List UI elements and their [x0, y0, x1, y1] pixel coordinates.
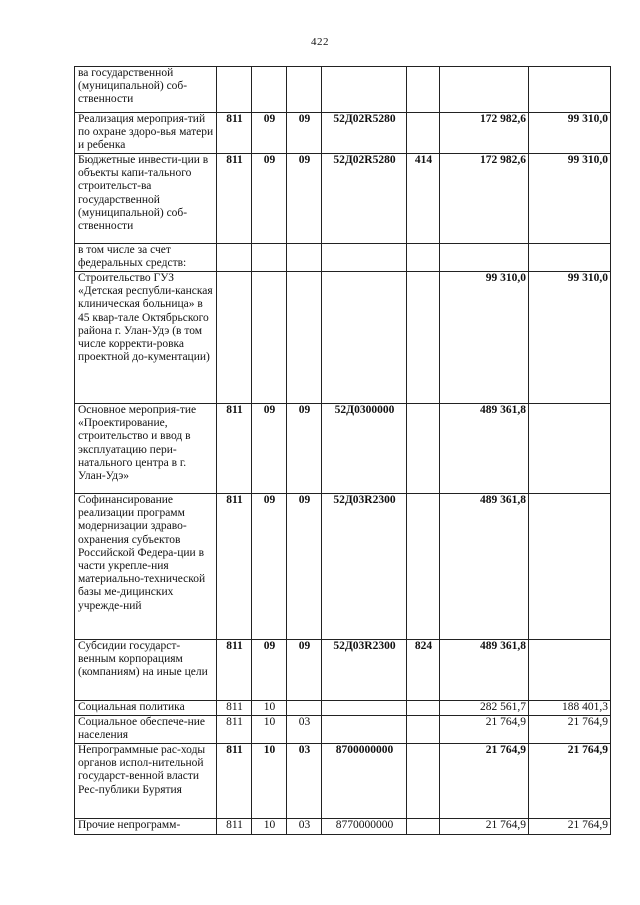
razdel-cell: 10 — [252, 819, 287, 835]
row-name-cell: в том числе за счет федеральных средств: — [75, 244, 217, 272]
amount-year1-cell: 282 561,7 — [440, 701, 529, 716]
amount-year2-cell: 99 310,0 — [529, 113, 611, 154]
ved-cell: 811 — [217, 404, 252, 494]
table-row — [75, 640, 611, 701]
ved-cell: 811 — [217, 494, 252, 640]
razdel-cell: 09 — [252, 404, 287, 494]
amount-year1-cell: 21 764,9 — [440, 819, 529, 835]
target-article-cell — [322, 716, 407, 744]
amount-year2-cell: 21 764,9 — [529, 744, 611, 819]
ved-cell: 811 — [217, 819, 252, 835]
expense-type-cell — [407, 113, 440, 154]
expense-type-cell — [407, 244, 440, 272]
amount-year2-cell: 188 401,3 — [529, 701, 611, 716]
row-name-cell: Прочие непрограмм- — [75, 819, 217, 835]
expense-type-cell — [407, 819, 440, 835]
budget-table — [74, 66, 611, 835]
amount-year2-cell: 99 310,0 — [529, 154, 611, 244]
podrazdel-cell: 09 — [287, 640, 322, 701]
amount-year1-cell: 489 361,8 — [440, 404, 529, 494]
ved-cell: 811 — [217, 640, 252, 701]
page-number: 422 — [311, 36, 329, 48]
row-name-cell: ва государственной (муниципальной) соб-ственности — [75, 67, 217, 113]
podrazdel-cell — [287, 67, 322, 113]
amount-year1-cell: 172 982,6 — [440, 113, 529, 154]
razdel-cell: 09 — [252, 154, 287, 244]
amount-year1-cell: 99 310,0 — [440, 272, 529, 404]
table-row — [75, 272, 611, 404]
amount-year1-cell: 489 361,8 — [440, 640, 529, 701]
ved-cell: 811 — [217, 716, 252, 744]
table-row — [75, 113, 611, 154]
razdel-cell: 10 — [252, 701, 287, 716]
target-article-cell — [322, 244, 407, 272]
podrazdel-cell — [287, 701, 322, 716]
budget-table-body — [75, 67, 611, 835]
row-name-cell: Субсидии государст-венным корпорациям (компаниям) на иные цели — [75, 640, 217, 701]
amount-year2-cell — [529, 67, 611, 113]
target-article-cell: 52Д02R5280 — [322, 113, 407, 154]
podrazdel-cell: 09 — [287, 494, 322, 640]
target-article-cell — [322, 701, 407, 716]
table-row — [75, 67, 611, 113]
table-row — [75, 494, 611, 640]
target-article-cell — [322, 272, 407, 404]
expense-type-cell — [407, 67, 440, 113]
ved-cell: 811 — [217, 113, 252, 154]
razdel-cell — [252, 67, 287, 113]
ved-cell — [217, 272, 252, 404]
razdel-cell — [252, 272, 287, 404]
podrazdel-cell: 03 — [287, 744, 322, 819]
row-name-cell: Софинансирование реализации программ модернизации здраво-охранения субъектов Российской Федера-ции в части укрепле-ния материально-технической базы ме-дицинских учрежде-ний — [75, 494, 217, 640]
amount-year2-cell: 21 764,9 — [529, 819, 611, 835]
amount-year2-cell — [529, 244, 611, 272]
row-name-cell: Реализация мероприя-тий по охране здоро-вья матери и ребенка — [75, 113, 217, 154]
table-row — [75, 819, 611, 835]
expense-type-cell — [407, 272, 440, 404]
expense-type-cell — [407, 701, 440, 716]
ved-cell: 811 — [217, 744, 252, 819]
razdel-cell: 10 — [252, 744, 287, 819]
podrazdel-cell: 09 — [287, 154, 322, 244]
target-article-cell: 52Д02R5280 — [322, 154, 407, 244]
target-article-cell: 8700000000 — [322, 744, 407, 819]
amount-year2-cell — [529, 494, 611, 640]
row-name-cell: Непрограммные рас-ходы органов испол-нительной государст-венной власти Рес-публики Бурятия — [75, 744, 217, 819]
ved-cell — [217, 67, 252, 113]
ved-cell: 811 — [217, 154, 252, 244]
podrazdel-cell: 03 — [287, 716, 322, 744]
target-article-cell: 52Д03R2300 — [322, 640, 407, 701]
razdel-cell: 09 — [252, 494, 287, 640]
target-article-cell: 52Д03R2300 — [322, 494, 407, 640]
table-row — [75, 404, 611, 494]
target-article-cell: 8770000000 — [322, 819, 407, 835]
expense-type-cell: 824 — [407, 640, 440, 701]
podrazdel-cell: 03 — [287, 819, 322, 835]
target-article-cell — [322, 67, 407, 113]
expense-type-cell — [407, 716, 440, 744]
ved-cell — [217, 244, 252, 272]
razdel-cell: 10 — [252, 716, 287, 744]
expense-type-cell — [407, 744, 440, 819]
row-name-cell: Строительство ГУЗ «Детская республи-канская клиническая больница» в 45 квар-тале Октябрьского района г. Улан-Удэ (в том числе корректи-ровка проектной до-кументации) — [75, 272, 217, 404]
expense-type-cell: 414 — [407, 154, 440, 244]
row-name-cell: Социальное обеспече-ние населения — [75, 716, 217, 744]
table-row — [75, 701, 611, 716]
row-name-cell: Основное мероприя-тие «Проектирование, строительство и ввод в эксплуатацию пери-натального центра в г. Улан-Удэ» — [75, 404, 217, 494]
razdel-cell: 09 — [252, 113, 287, 154]
table-row — [75, 716, 611, 744]
amount-year2-cell — [529, 404, 611, 494]
podrazdel-cell: 09 — [287, 404, 322, 494]
target-article-cell: 52Д0300000 — [322, 404, 407, 494]
razdel-cell: 09 — [252, 640, 287, 701]
amount-year1-cell: 21 764,9 — [440, 744, 529, 819]
podrazdel-cell — [287, 272, 322, 404]
podrazdel-cell — [287, 244, 322, 272]
table-row — [75, 154, 611, 244]
expense-type-cell — [407, 404, 440, 494]
amount-year1-cell: 172 982,6 — [440, 154, 529, 244]
ved-cell: 811 — [217, 701, 252, 716]
table-row — [75, 744, 611, 819]
razdel-cell — [252, 244, 287, 272]
amount-year1-cell: 21 764,9 — [440, 716, 529, 744]
row-name-cell: Бюджетные инвести-ции в объекты капи-тального строительст-ва государственной (муниципальной) соб-ственности — [75, 154, 217, 244]
amount-year1-cell — [440, 244, 529, 272]
amount-year2-cell — [529, 640, 611, 701]
expense-type-cell — [407, 494, 440, 640]
amount-year1-cell — [440, 67, 529, 113]
table-row — [75, 244, 611, 272]
amount-year2-cell: 21 764,9 — [529, 716, 611, 744]
amount-year1-cell: 489 361,8 — [440, 494, 529, 640]
podrazdel-cell: 09 — [287, 113, 322, 154]
amount-year2-cell: 99 310,0 — [529, 272, 611, 404]
row-name-cell: Социальная политика — [75, 701, 217, 716]
